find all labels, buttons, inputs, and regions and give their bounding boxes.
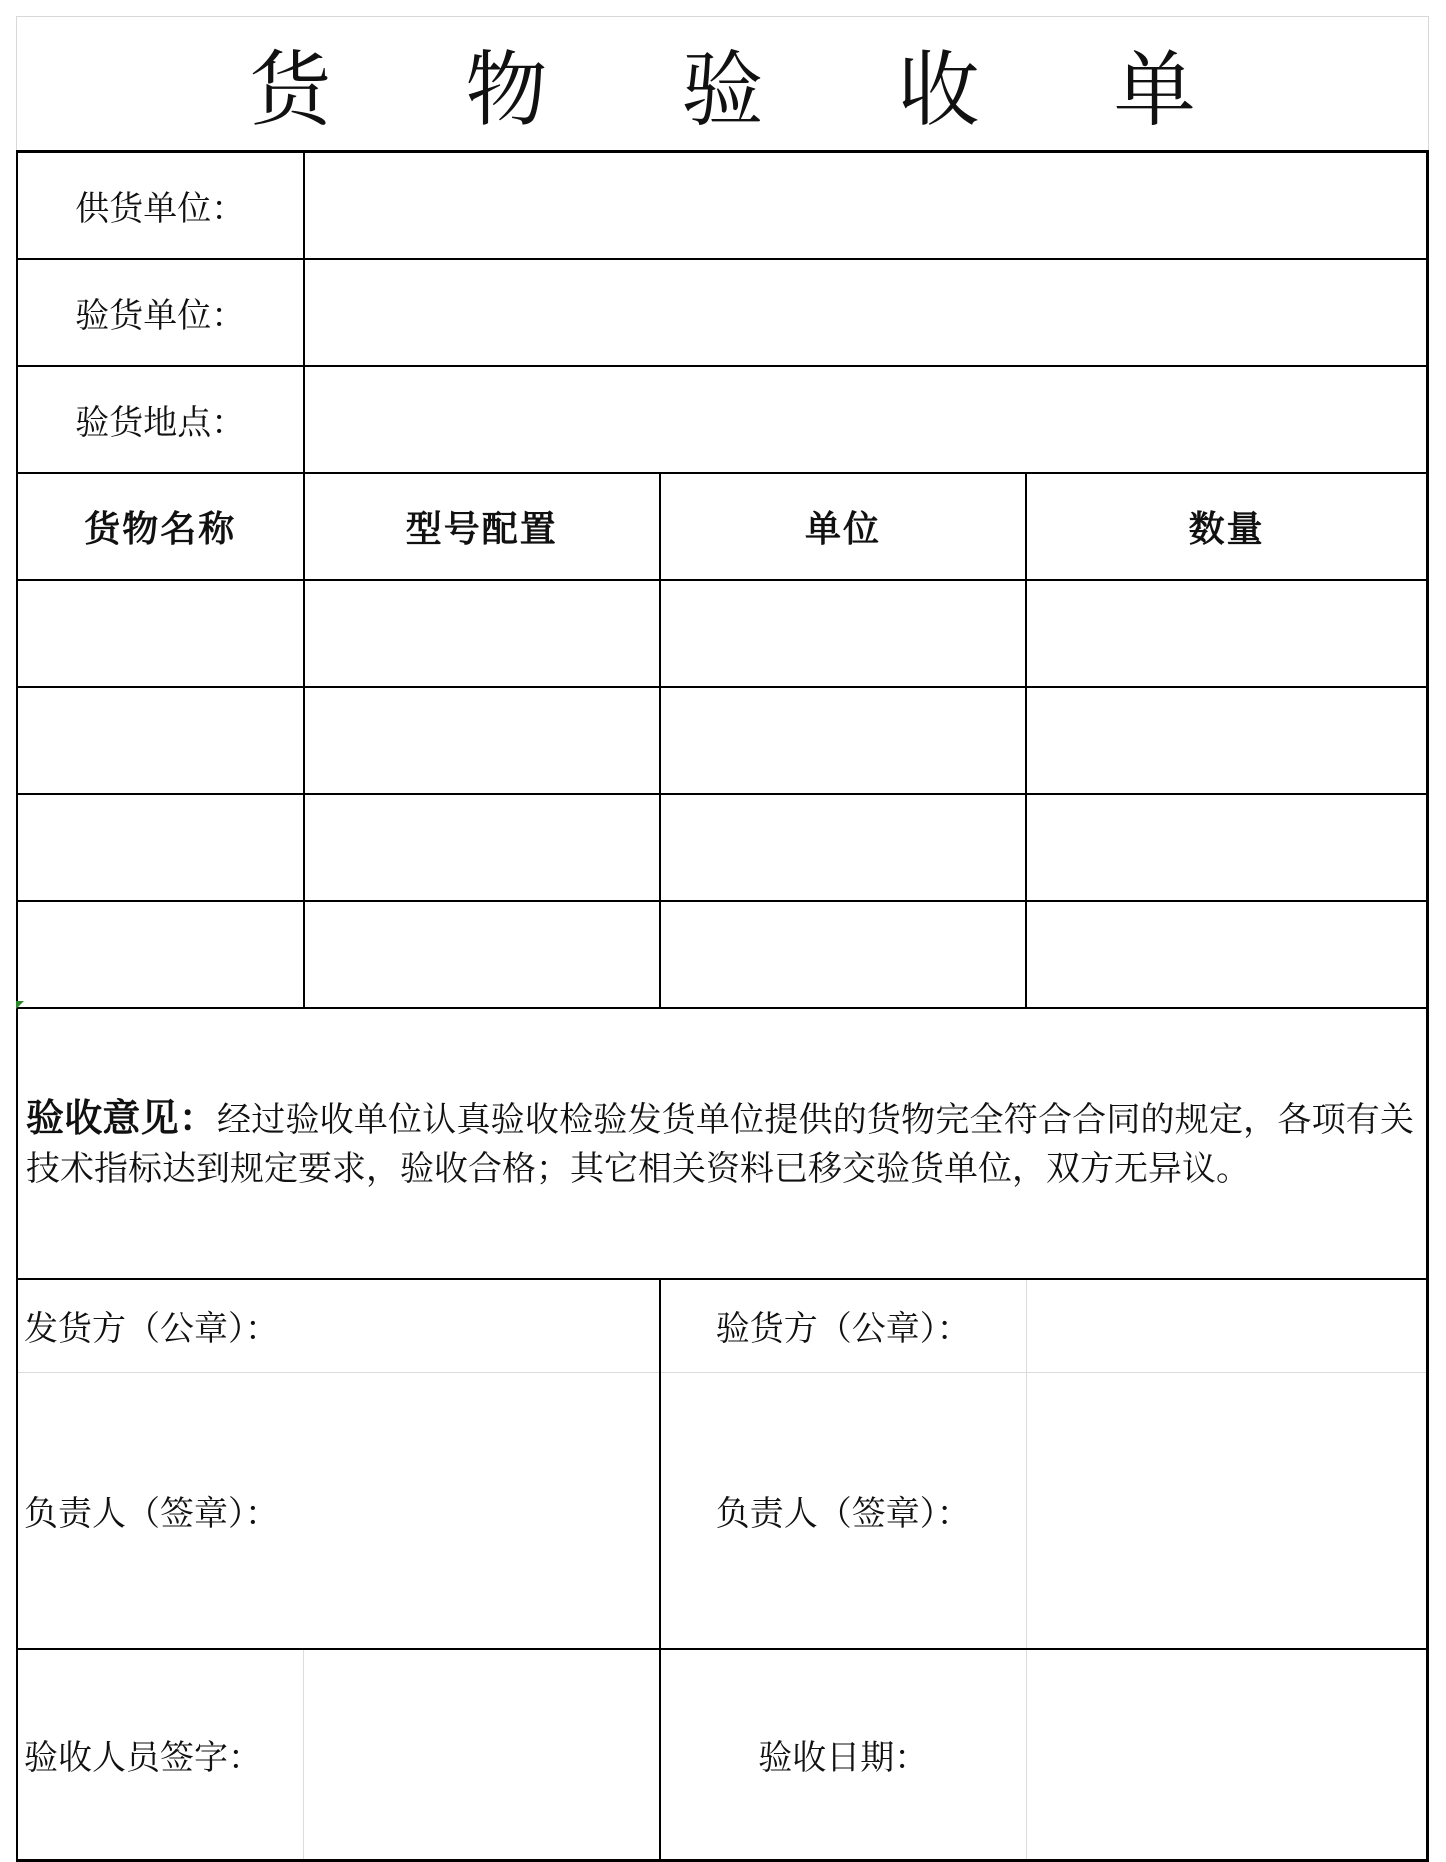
supplier-field[interactable]: [304, 152, 1428, 259]
goods-model-cell[interactable]: [304, 580, 660, 687]
inspection-row: [17, 1649, 1428, 1861]
goods-name-cell[interactable]: [17, 901, 304, 1008]
inspector-field[interactable]: [304, 259, 1428, 366]
receiver-person-field[interactable]: [1026, 1373, 1427, 1649]
column-header-unit: 单位: [660, 473, 1026, 580]
inspector-sign-label: 验收人员签字：: [17, 1649, 304, 1861]
inspector-label: 验货单位：: [17, 259, 304, 366]
goods-unit-cell[interactable]: [660, 794, 1026, 901]
supplier-row: [17, 152, 1428, 259]
inspect-date-field[interactable]: [1026, 1649, 1427, 1861]
inspect-date-label: 验收日期：: [660, 1649, 1026, 1861]
location-row: [17, 366, 1428, 473]
receiver-seal-field[interactable]: [1026, 1279, 1427, 1373]
location-label: 验货地点：: [17, 366, 304, 473]
shipper-person-label: 负责人（签章）：: [17, 1373, 660, 1649]
opinion-label: 验收意见：: [26, 1094, 218, 1140]
page-title: 货 物 验 收 单: [249, 43, 1250, 138]
inspector-row: [17, 259, 1428, 366]
goods-unit-cell[interactable]: [660, 580, 1026, 687]
supplier-label: 供货单位：: [17, 152, 304, 259]
goods-row: [17, 687, 1428, 794]
title-row: [16, 16, 1429, 150]
shipper-seal-label: 发货方（公章）：: [17, 1279, 660, 1373]
goods-name-cell[interactable]: [17, 687, 304, 794]
goods-name-cell[interactable]: [17, 580, 304, 687]
column-header-quantity: 数量: [1026, 473, 1427, 580]
goods-header-row: [17, 473, 1428, 580]
goods-model-cell[interactable]: [304, 901, 660, 1008]
goods-unit-cell[interactable]: [660, 687, 1026, 794]
goods-model-cell[interactable]: [304, 687, 660, 794]
person-row: [17, 1373, 1428, 1649]
goods-row: [17, 794, 1428, 901]
receiver-person-label: 负责人（签章）：: [660, 1373, 1026, 1649]
goods-row: [17, 580, 1428, 687]
opinion-cell: [17, 1008, 1428, 1279]
inspector-sign-field[interactable]: [304, 1649, 660, 1861]
goods-row: [17, 901, 1428, 1008]
seal-row: [17, 1279, 1428, 1373]
receiver-seal-label: 验货方（公章）：: [660, 1279, 1026, 1373]
acceptance-form: [16, 16, 1429, 1842]
goods-model-cell[interactable]: [304, 794, 660, 901]
column-header-name: 货物名称: [17, 473, 304, 580]
form-grid: [16, 150, 1429, 1862]
goods-unit-cell[interactable]: [660, 901, 1026, 1008]
opinion-text: 经过验收单位认真验收检验发货单位提供的货物完全符合合同的规定，各项有关技术指标达到规定要求，验收合格；其它相关资料已移交验货单位，双方无异议。: [26, 1099, 1414, 1189]
column-header-model: 型号配置: [304, 473, 660, 580]
cell-comment-marker: [16, 1001, 24, 1009]
location-field[interactable]: [304, 366, 1428, 473]
goods-quantity-cell[interactable]: [1026, 794, 1427, 901]
goods-name-cell[interactable]: [17, 794, 304, 901]
goods-quantity-cell[interactable]: [1026, 687, 1427, 794]
opinion-row: [17, 1008, 1428, 1279]
goods-quantity-cell[interactable]: [1026, 901, 1427, 1008]
goods-quantity-cell[interactable]: [1026, 580, 1427, 687]
